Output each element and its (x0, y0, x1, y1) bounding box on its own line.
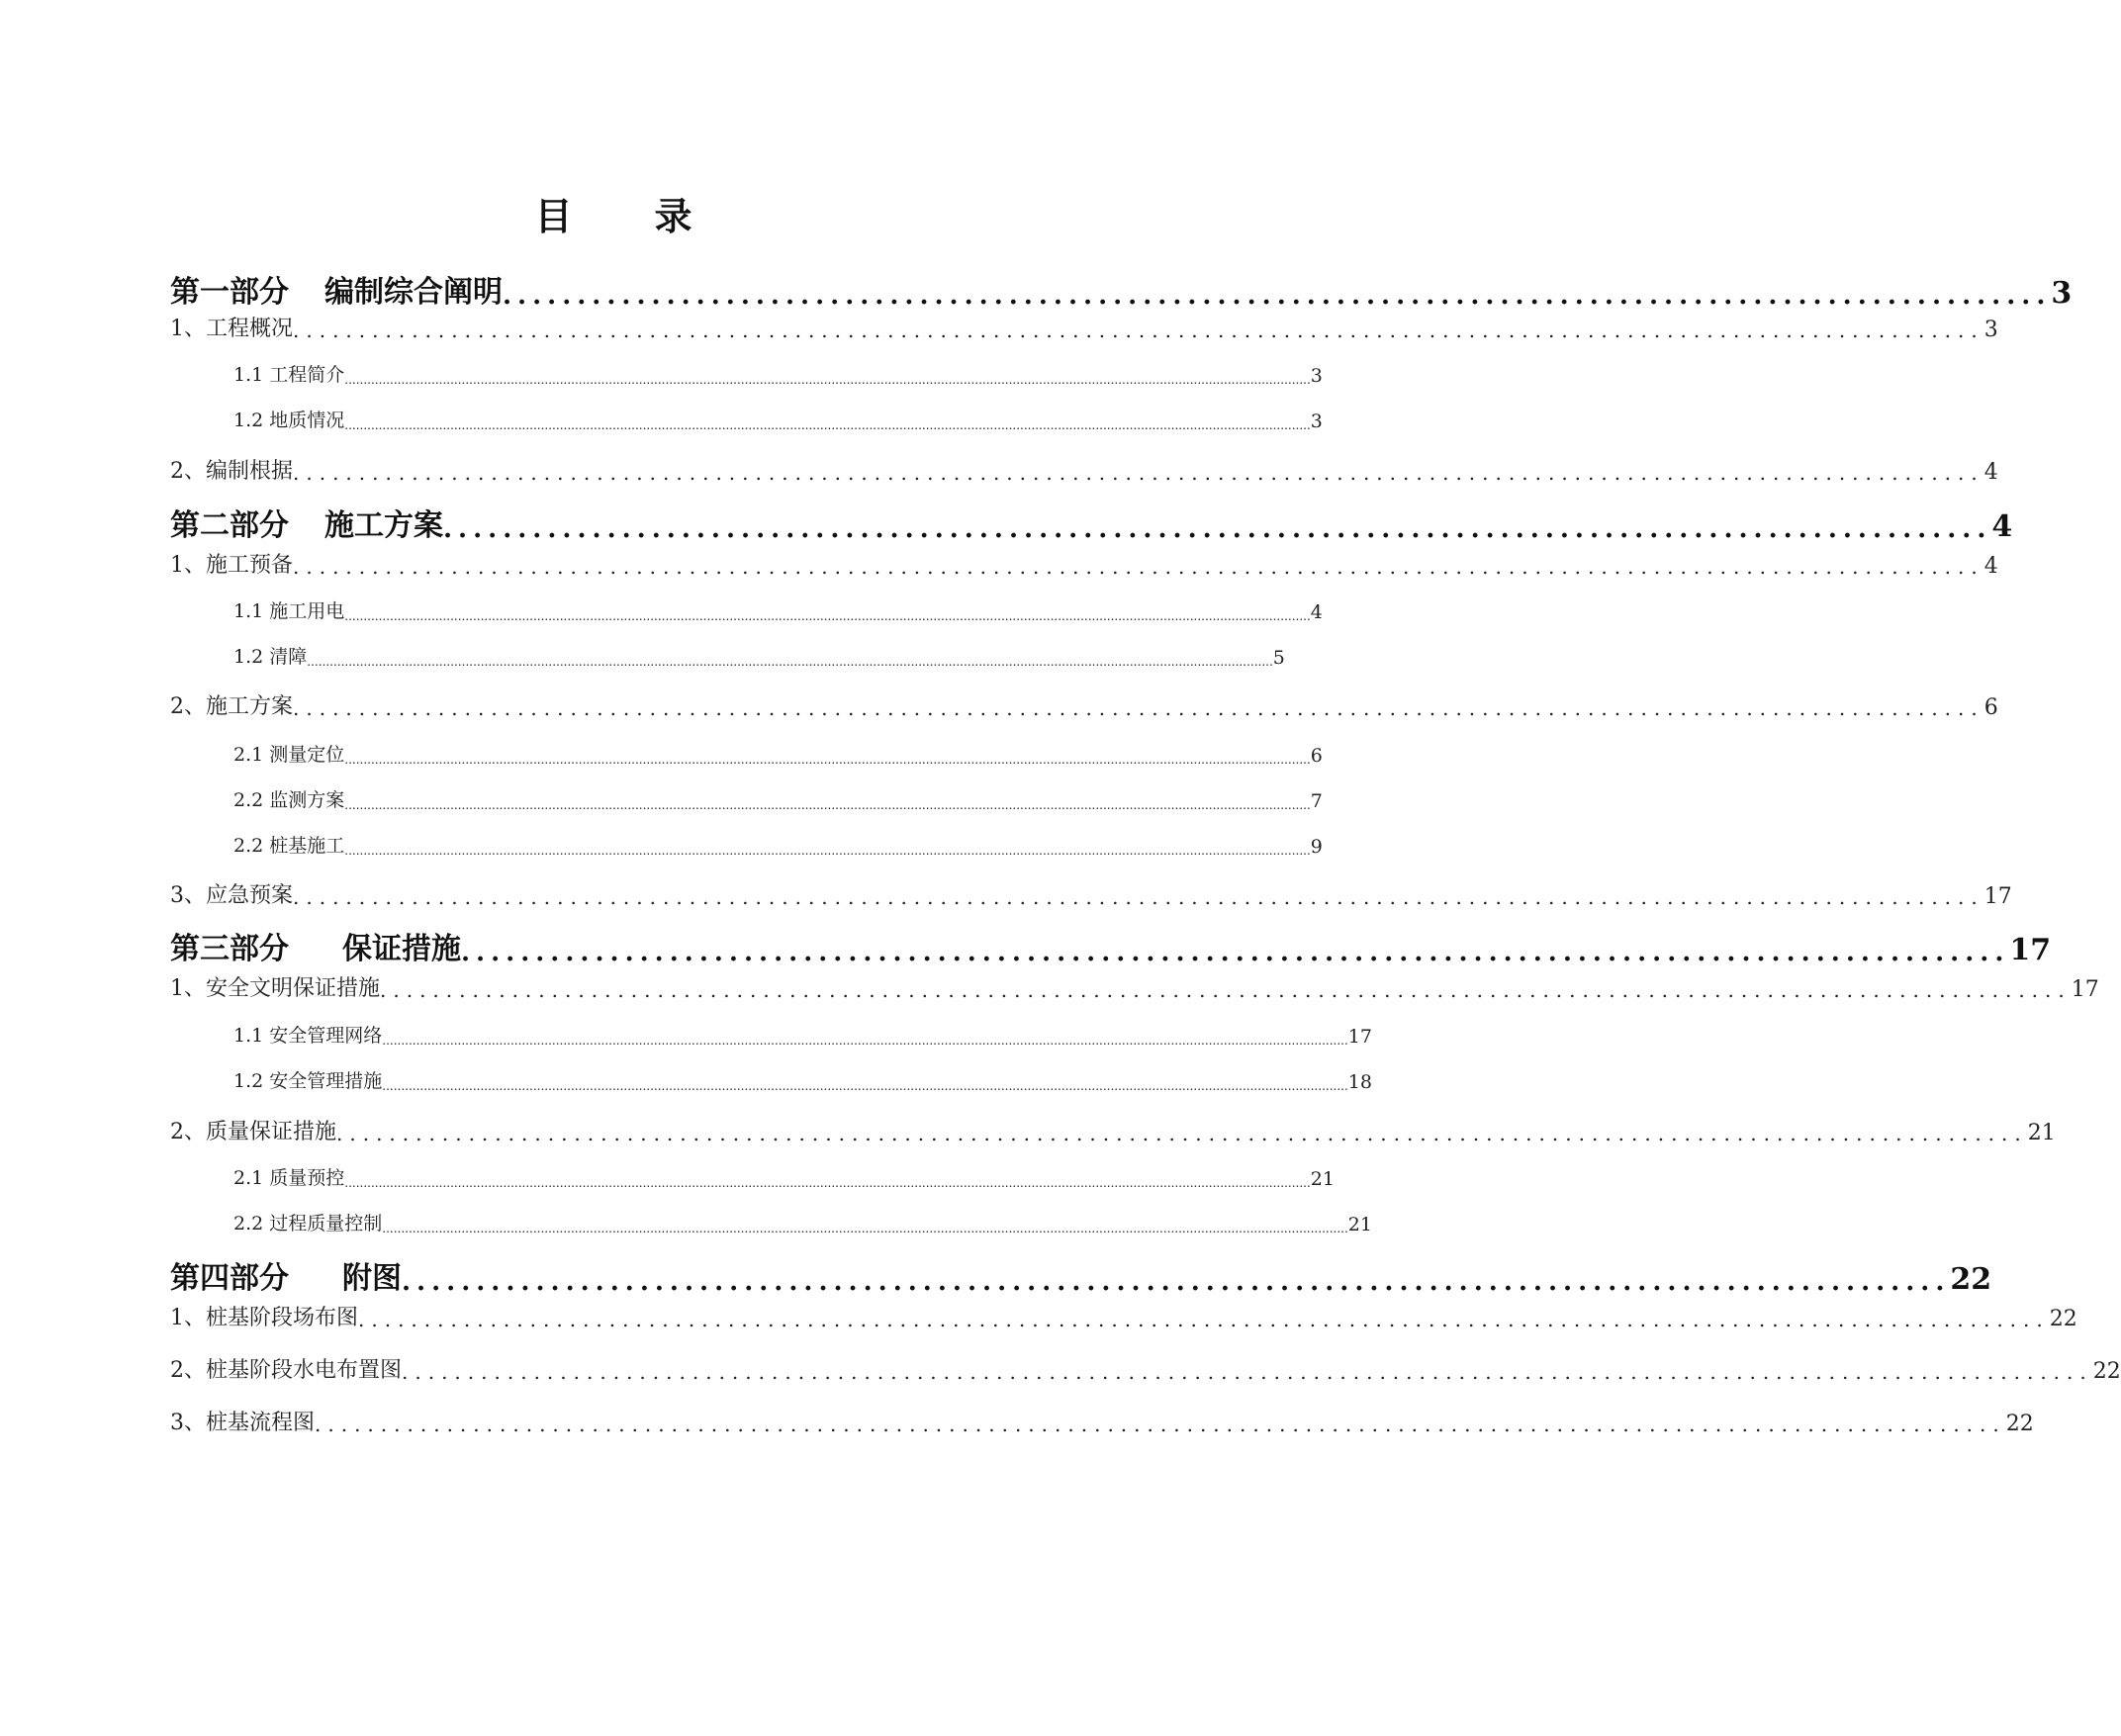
toc-subsection[interactable] (233, 782, 1323, 812)
toc-page-number: 9 (1310, 836, 1323, 858)
toc-leader-dots: ........................................................................................................ (503, 281, 2052, 311)
toc-leader-dots: ................................................................................................................................ (293, 696, 1984, 720)
page-title-right: 录 (654, 194, 693, 238)
toc-page-number: 4 (1310, 601, 1323, 623)
toc-leader-dots: ................................................................................................................................................................................................................................................................ (344, 844, 1311, 858)
toc-subsection[interactable] (233, 1063, 1372, 1093)
toc-subsection-label: 2.2 桩基施工 (233, 835, 345, 857)
toc-part-3[interactable] (170, 922, 2052, 967)
toc-subsection-label: 1.1 安全管理网络 (233, 1025, 383, 1047)
toc-leader-dots: ................................................................................................................................ (293, 461, 1984, 485)
toc-page-number: 22 (2092, 1359, 2121, 1384)
toc-leader-dots: ................................................................................................................................ (358, 1308, 2050, 1331)
toc-leader-dots: ................................................................................................................................ (293, 885, 1984, 909)
toc-subsection-label: 1.1 工程简介 (233, 364, 345, 386)
toc-section-label: 2、施工方案 (170, 694, 293, 719)
toc-section[interactable] (170, 1403, 2034, 1436)
toc-leader-dots: ................................................................................................................................................................................................................................................................ (344, 798, 1311, 812)
toc-page-number: 6 (1983, 695, 1998, 720)
toc-part-name: 附图 (342, 1261, 402, 1296)
toc-subsection-label: 1.1 施工用电 (233, 600, 345, 622)
toc-page-number: 7 (1310, 790, 1323, 812)
toc-part-name: 编制综合阐明 (324, 275, 503, 310)
toc-part-number: 第四部分 (170, 1261, 289, 1296)
toc-subsection[interactable] (233, 737, 1323, 767)
toc-subsection-label: 2.1 质量预控 (233, 1167, 345, 1189)
toc-part-1[interactable] (170, 265, 2073, 311)
toc-page-number: 22 (2005, 1412, 2034, 1436)
toc-subsection[interactable] (233, 357, 1323, 387)
toc-subsection[interactable] (233, 639, 1285, 669)
toc-page-number: 5 (1272, 647, 1285, 669)
toc-page-number: 22 (1950, 1262, 1992, 1297)
toc-part-number: 第一部分 (170, 275, 289, 310)
toc-section-label: 3、桩基流程图 (170, 1411, 315, 1435)
toc-subsection-label: 1.2 安全管理措施 (233, 1070, 383, 1092)
toc-page-number: 17 (1347, 1026, 1372, 1048)
toc-page-number: 4 (1983, 554, 1998, 579)
toc-section[interactable] (170, 968, 2099, 1002)
toc-section[interactable] (170, 1112, 2056, 1145)
toc-leader-dots: ................................................................................................................................................................................................................................................................ (382, 1079, 1348, 1093)
toc-part-number: 第二部分 (170, 508, 289, 543)
toc-part-4[interactable] (170, 1251, 1992, 1297)
toc-page-number: 17 (2071, 977, 2099, 1002)
toc-subsection-label: 2.2 过程质量控制 (233, 1213, 383, 1234)
toc-leader-dots: ................................................................................................................................ (336, 1122, 2028, 1145)
toc-section[interactable] (170, 1350, 2121, 1384)
toc-section-label: 2、编制根据 (170, 459, 293, 484)
toc-section-label: 1、安全文明保证措施 (170, 976, 380, 1001)
toc-leader-dots: ................................................................................................................................ (293, 319, 1984, 342)
toc-page-number: 4 (1983, 460, 1998, 485)
toc-page-number: 17 (1983, 884, 2012, 909)
page-title-left: 目 (534, 194, 574, 238)
toc-subsection[interactable] (233, 594, 1323, 623)
toc-subsection[interactable] (233, 1018, 1372, 1048)
toc-section-label: 1、工程概况 (170, 317, 293, 341)
toc-page-number: 22 (2049, 1307, 2077, 1331)
toc-page-number: 17 (2009, 933, 2052, 967)
toc-leader-dots: ................................................................................................................................................................................................................................................................ (344, 418, 1311, 432)
toc-part-name: 施工方案 (324, 508, 443, 543)
toc-page-number: 21 (1347, 1214, 1372, 1235)
toc-section[interactable] (170, 451, 1998, 485)
toc-page-number: 18 (1347, 1071, 1372, 1093)
toc-part-name: 保证措施 (342, 932, 461, 966)
toc-leader-dots: ................................................................................................................................ (380, 978, 2072, 1002)
toc-page-number: 3 (1310, 411, 1323, 432)
toc-section-label: 3、应急预案 (170, 883, 293, 908)
toc-leader-dots: ................................................................................................................................................................................................................................................................ (307, 655, 1273, 669)
toc-leader-dots: ................................................................................................................................ (402, 1360, 2093, 1384)
toc-subsection-label: 1.2 清障 (233, 646, 308, 668)
toc-page-number: 3 (2051, 276, 2073, 311)
toc-leader-dots: ................................................................................................................................................................................................................................................................ (344, 373, 1311, 387)
toc-leader-dots: ................................................................................................................................................................................................................................................................ (344, 609, 1311, 623)
toc-section[interactable] (170, 545, 1998, 579)
toc-page-number: 4 (1991, 509, 2013, 544)
toc-leader-dots: ........................................................................................................ (461, 938, 2010, 967)
toc-section[interactable] (170, 875, 2012, 909)
toc-subsection[interactable] (233, 403, 1323, 432)
toc-leader-dots: ................................................................................................................................................................................................................................................................ (344, 1176, 1311, 1190)
toc-leader-dots: ................................................................................................................................................................................................................................................................ (382, 1222, 1348, 1235)
toc-subsection-label: 2.1 测量定位 (233, 744, 345, 766)
toc-part-number: 第三部分 (170, 932, 289, 966)
toc-leader-dots: ................................................................................................................................................................................................................................................................ (344, 753, 1311, 767)
toc-subsection[interactable] (233, 1206, 1372, 1235)
toc-leader-dots: ................................................................................................................................................................................................................................................................ (382, 1034, 1348, 1048)
toc-leader-dots: ................................................................................................................................ (293, 555, 1984, 579)
toc-page-number: 21 (1310, 1168, 1335, 1190)
toc-page-number: 21 (2027, 1121, 2056, 1145)
toc-subsection-label: 1.2 地质情况 (233, 410, 345, 431)
toc-page-number: 3 (1310, 365, 1323, 387)
toc-subsection[interactable] (233, 828, 1323, 858)
toc-leader-dots: ................................................................................................................................ (315, 1413, 2006, 1436)
toc-leader-dots: ........................................................................................................ (443, 514, 1992, 544)
toc-section-label: 1、桩基阶段场布图 (170, 1306, 358, 1330)
toc-subsection-label: 2.2 监测方案 (233, 789, 345, 811)
toc-subsection[interactable] (233, 1160, 1335, 1190)
toc-section-label: 2、质量保证措施 (170, 1120, 336, 1144)
toc-page-number: 3 (1983, 318, 1998, 342)
toc-section[interactable] (170, 309, 1998, 342)
toc-section-label: 2、桩基阶段水电布置图 (170, 1358, 402, 1383)
toc-part-2[interactable] (170, 499, 2013, 544)
toc-leader-dots: ........................................................................................................ (402, 1267, 1951, 1297)
toc-section-label: 1、施工预备 (170, 553, 293, 578)
page-title (0, 186, 1228, 240)
toc-section[interactable] (170, 686, 1998, 720)
toc-section[interactable] (170, 1298, 2077, 1331)
toc-page-number: 6 (1310, 745, 1323, 767)
